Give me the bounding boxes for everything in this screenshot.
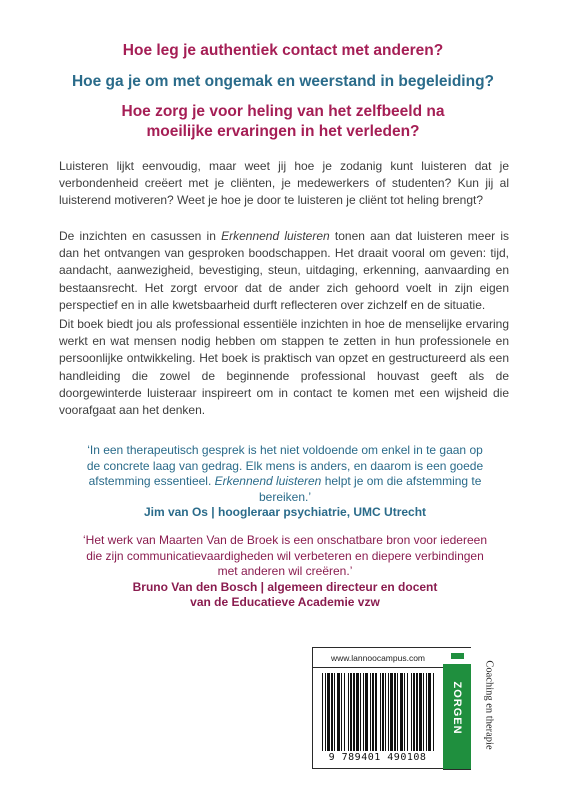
url-divider: [313, 667, 443, 668]
blurb-quote-2: [80, 533, 490, 611]
category-flag-icon: [451, 653, 464, 659]
quote-1-title: Erkennend luisteren: [214, 474, 322, 488]
question-3: [0, 102, 566, 142]
barcode-bar: [380, 673, 381, 751]
barcode-bar: [348, 673, 349, 751]
quote-1-attribution: Jim van Os | hoogleraar psychiatrie, UMC Utrecht: [143, 505, 427, 519]
barcode-graphic: [318, 673, 438, 751]
isbn-number: 9 789401 490108: [328, 752, 427, 763]
quote-1-start: ‘In een therapeutisch gesprek is het niet voldoende om enkel in te gaan op de concrete laag van gedrag. Elk mens is anders, en daarom is een goede afstemming essentieel.: [86, 443, 484, 488]
barcode-bar: [404, 673, 405, 751]
barcode-bar: [433, 673, 434, 751]
barcode-bar: [370, 673, 371, 751]
barcode-bar: [400, 673, 403, 751]
quote-2-attribution-line-1: Bruno Van den Bosch | algemeen directeur en docent: [132, 579, 438, 594]
barcode-bar: [327, 673, 330, 751]
quote-2-attribution-line-2: van de Educatieve Academie vzw: [190, 595, 380, 609]
barcode-bar: [416, 673, 418, 751]
quote-2-text: ‘Het werk van Maarten Van de Broek is een onschatbare bron voor iedereen die zijn communicatievaardigheden wil verbeteren en diepere verbindingen met anderen wil creëren.’: [82, 533, 487, 578]
barcode-bar: [350, 673, 352, 751]
barcode-bar: [382, 673, 384, 751]
question-3-line-1: Hoe zorg je voor heling van het zelfbeeld na: [121, 103, 445, 120]
barcode-bar: [331, 673, 333, 751]
barcode-bar: [356, 673, 359, 751]
barcode-bar: [360, 673, 361, 751]
paragraph-2: [59, 228, 509, 314]
paragraph-2-start: De inzichten en casussen in: [59, 229, 222, 243]
barcode-bar: [428, 673, 431, 751]
barcode-bar: [394, 673, 396, 751]
book-title-mention: Erkennend luisteren: [221, 229, 330, 243]
question-1: Hoe leg je authentiek contact met anderen?: [122, 42, 444, 59]
series-label: Coaching en therapie: [483, 660, 495, 750]
barcode-bar: [365, 673, 368, 751]
barcode-bar: [411, 673, 412, 751]
barcode-bar: [341, 673, 342, 751]
barcode-bar: [423, 673, 424, 751]
barcode-bar: [353, 673, 355, 751]
barcode-bar: [337, 673, 340, 751]
paragraph-2-rest: tonen aan dat luisteren meer is dan het ontvangen van gesproken boodschappen. Het draait vooral om geven: tijd, aandacht, aanwezigheid, bevestiging, steun, uitdaging, erkenning, aanvaarding en bestaansrecht. Het zorgt ervoor dat de ander zich gehoord voelt in zijn eigen perspectief en in alle kwetsbaarheid durft reflecteren over zichzelf en de situatie.: [59, 229, 509, 312]
barcode-bar: [397, 673, 398, 751]
paragraph-3: Dit boek biedt jou als professional essentiële inzichten in hoe de menselijke ervaring werkt en wat mensen nodig hebben om stappen te zetten in hun professionele en persoonlijke ontwikkeling. Het boek is praktisch van opzet en gestructureerd als een handleiding die zowel de beginnende professional houvast geeft als de doorgewinterde luisteraar inspireert om in contact te komen met een wijsheid die voorafgaat aan het denken.: [59, 317, 509, 418]
barcode-bar: [322, 673, 323, 751]
barcode-bar: [413, 673, 415, 751]
barcode-bar: [390, 673, 393, 751]
question-2: Hoe ga je om met ongemak en weerstand in begeleiding?: [71, 73, 495, 90]
barcode-bar: [419, 673, 422, 751]
barcode-bar: [372, 673, 374, 751]
paragraph-1: Luisteren lijkt eenvoudig, maar weet jij hoe je zodanig kunt luisteren dat je verbondenheid creëert met je cliënten, je medewerkers of studenten? Kun jij al luisterend motiveren? Weet je hoe je door te luisteren je cliënt tot heling brengt?: [59, 159, 509, 208]
barcode-bar: [325, 673, 326, 751]
category-label: ZORGEN: [451, 681, 463, 735]
barcode-bar: [426, 673, 427, 751]
barcode-bar: [385, 673, 386, 751]
question-3-line-2: moeilijke ervaringen in het verleden?: [146, 123, 420, 140]
barcode-bar: [363, 673, 364, 751]
publisher-url: www.lannoocampus.com: [330, 653, 425, 663]
blurb-quote-1: [80, 443, 490, 521]
barcode-bar: [375, 673, 377, 751]
barcode-bar: [388, 673, 389, 751]
barcode-bar: [334, 673, 335, 751]
barcode-bar: [344, 673, 345, 751]
quote-1-end: helpt je om die afstemming te bereiken.’: [258, 474, 482, 504]
barcode-bar: [407, 673, 408, 751]
